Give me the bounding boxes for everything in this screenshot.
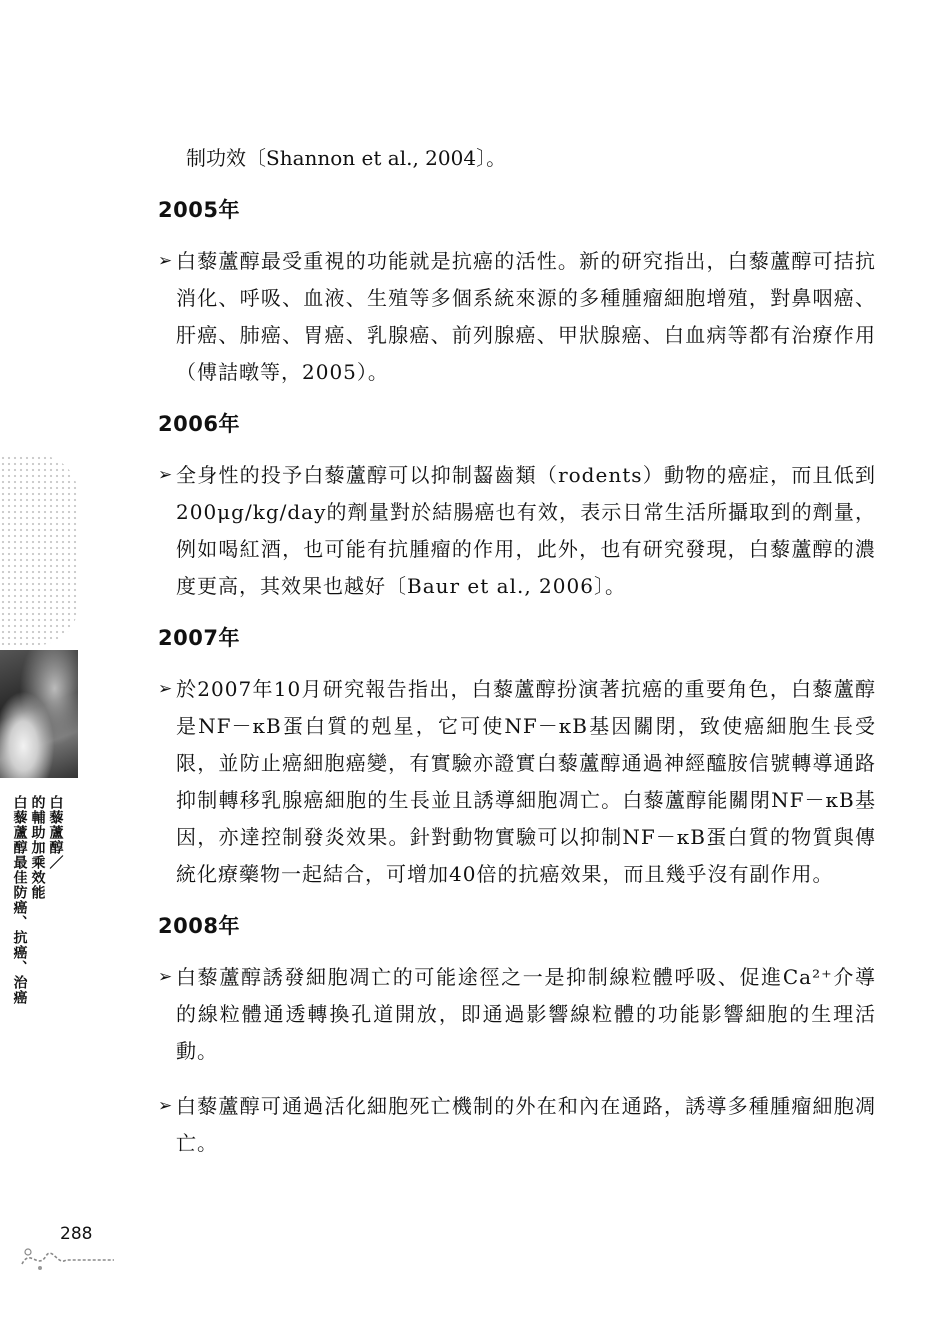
list-item xyxy=(158,457,876,605)
page-number: 288 xyxy=(60,1224,93,1244)
main-content xyxy=(158,140,876,1180)
list-item xyxy=(158,243,876,391)
list-item-text: 白藜蘆醇可通過活化細胞死亡機制的外在和內在通路，誘導多種腫瘤細胞凋亡。 xyxy=(176,1094,876,1155)
list-item-text: 白藜蘆醇最受重視的功能就是抗癌的活性。新的研究指出，白藜蘆醇可拮抗消化、呼吸、血液、生殖等多個系統來源的多種腫瘤細胞增殖，對鼻咽癌、肝癌、肺癌、胃癌、乳腺癌、前列腺癌、甲狀腺癌、白血病等都有治療作用（傅詰暾等，2005）。 xyxy=(176,249,876,384)
arrow-bullet-icon: ➢ xyxy=(158,967,173,987)
year-heading-2005: 2005年 xyxy=(158,198,240,222)
side-title-col-3: 白藜蘆醇最佳防癌、抗癌、治癌 xyxy=(11,795,28,1005)
dotted-pattern xyxy=(0,455,78,645)
continuation-text: 制功效〔Shannon et al., 2004〕。 xyxy=(186,146,507,170)
list-item xyxy=(158,671,876,893)
arrow-bullet-icon: ➢ xyxy=(158,251,173,271)
arrow-bullet-icon: ➢ xyxy=(158,1096,173,1116)
year-heading-2006: 2006年 xyxy=(158,412,240,436)
list-item xyxy=(158,1088,876,1162)
side-title-col-1: 白藜蘆醇／ xyxy=(47,795,64,870)
side-title-col-2: 的輔助加乘效能 xyxy=(29,795,46,900)
side-book-title xyxy=(0,795,75,1165)
arrow-bullet-icon: ➢ xyxy=(158,465,173,485)
year-heading-2007: 2007年 xyxy=(158,626,240,650)
decorative-flourish-icon xyxy=(18,1240,118,1274)
list-item xyxy=(158,959,876,1070)
year-heading-2008: 2008年 xyxy=(158,914,240,938)
list-item-text: 白藜蘆醇誘發細胞凋亡的可能途徑之一是抑制線粒體呼吸、促進Ca²⁺介導的線粒體通透轉換孔道開放，即通過影響線粒體的功能影響細胞的生理活動。 xyxy=(176,965,876,1063)
margin-photo xyxy=(0,650,78,778)
arrow-bullet-icon: ➢ xyxy=(158,679,173,699)
margin-decoration xyxy=(0,455,78,775)
list-item-text: 於2007年10月研究報告指出，白藜蘆醇扮演著抗癌的重要角色，白藜蘆醇是NF－κB蛋白質的剋星，它可使NF－κB基因關閉，致使癌細胞生長受限，並防止癌細胞癌變，有實驗亦證實白藜蘆醇通過神經醯胺信號轉導通路抑制轉移乳腺癌細胞的生長並且誘導細胞凋亡。白藜蘆醇能關閉NF－κB基因，亦達控制發炎效果。針對動物實驗可以抑制NF－κB蛋白質的物質與傳統化療藥物一起結合，可增加40倍的抗癌效果，而且幾乎沒有副作用。 xyxy=(176,677,876,886)
list-item-text: 全身性的投予白藜蘆醇可以抑制齧齒類（rodents）動物的癌症，而且低到200μg/kg/day的劑量對於結腸癌也有效，表示日常生活所攝取到的劑量，例如喝紅酒，也可能有抗腫瘤的作用，此外，也有研究發現，白藜蘆醇的濃度更高，其效果也越好〔Baur et al., 2006〕。 xyxy=(176,463,876,598)
